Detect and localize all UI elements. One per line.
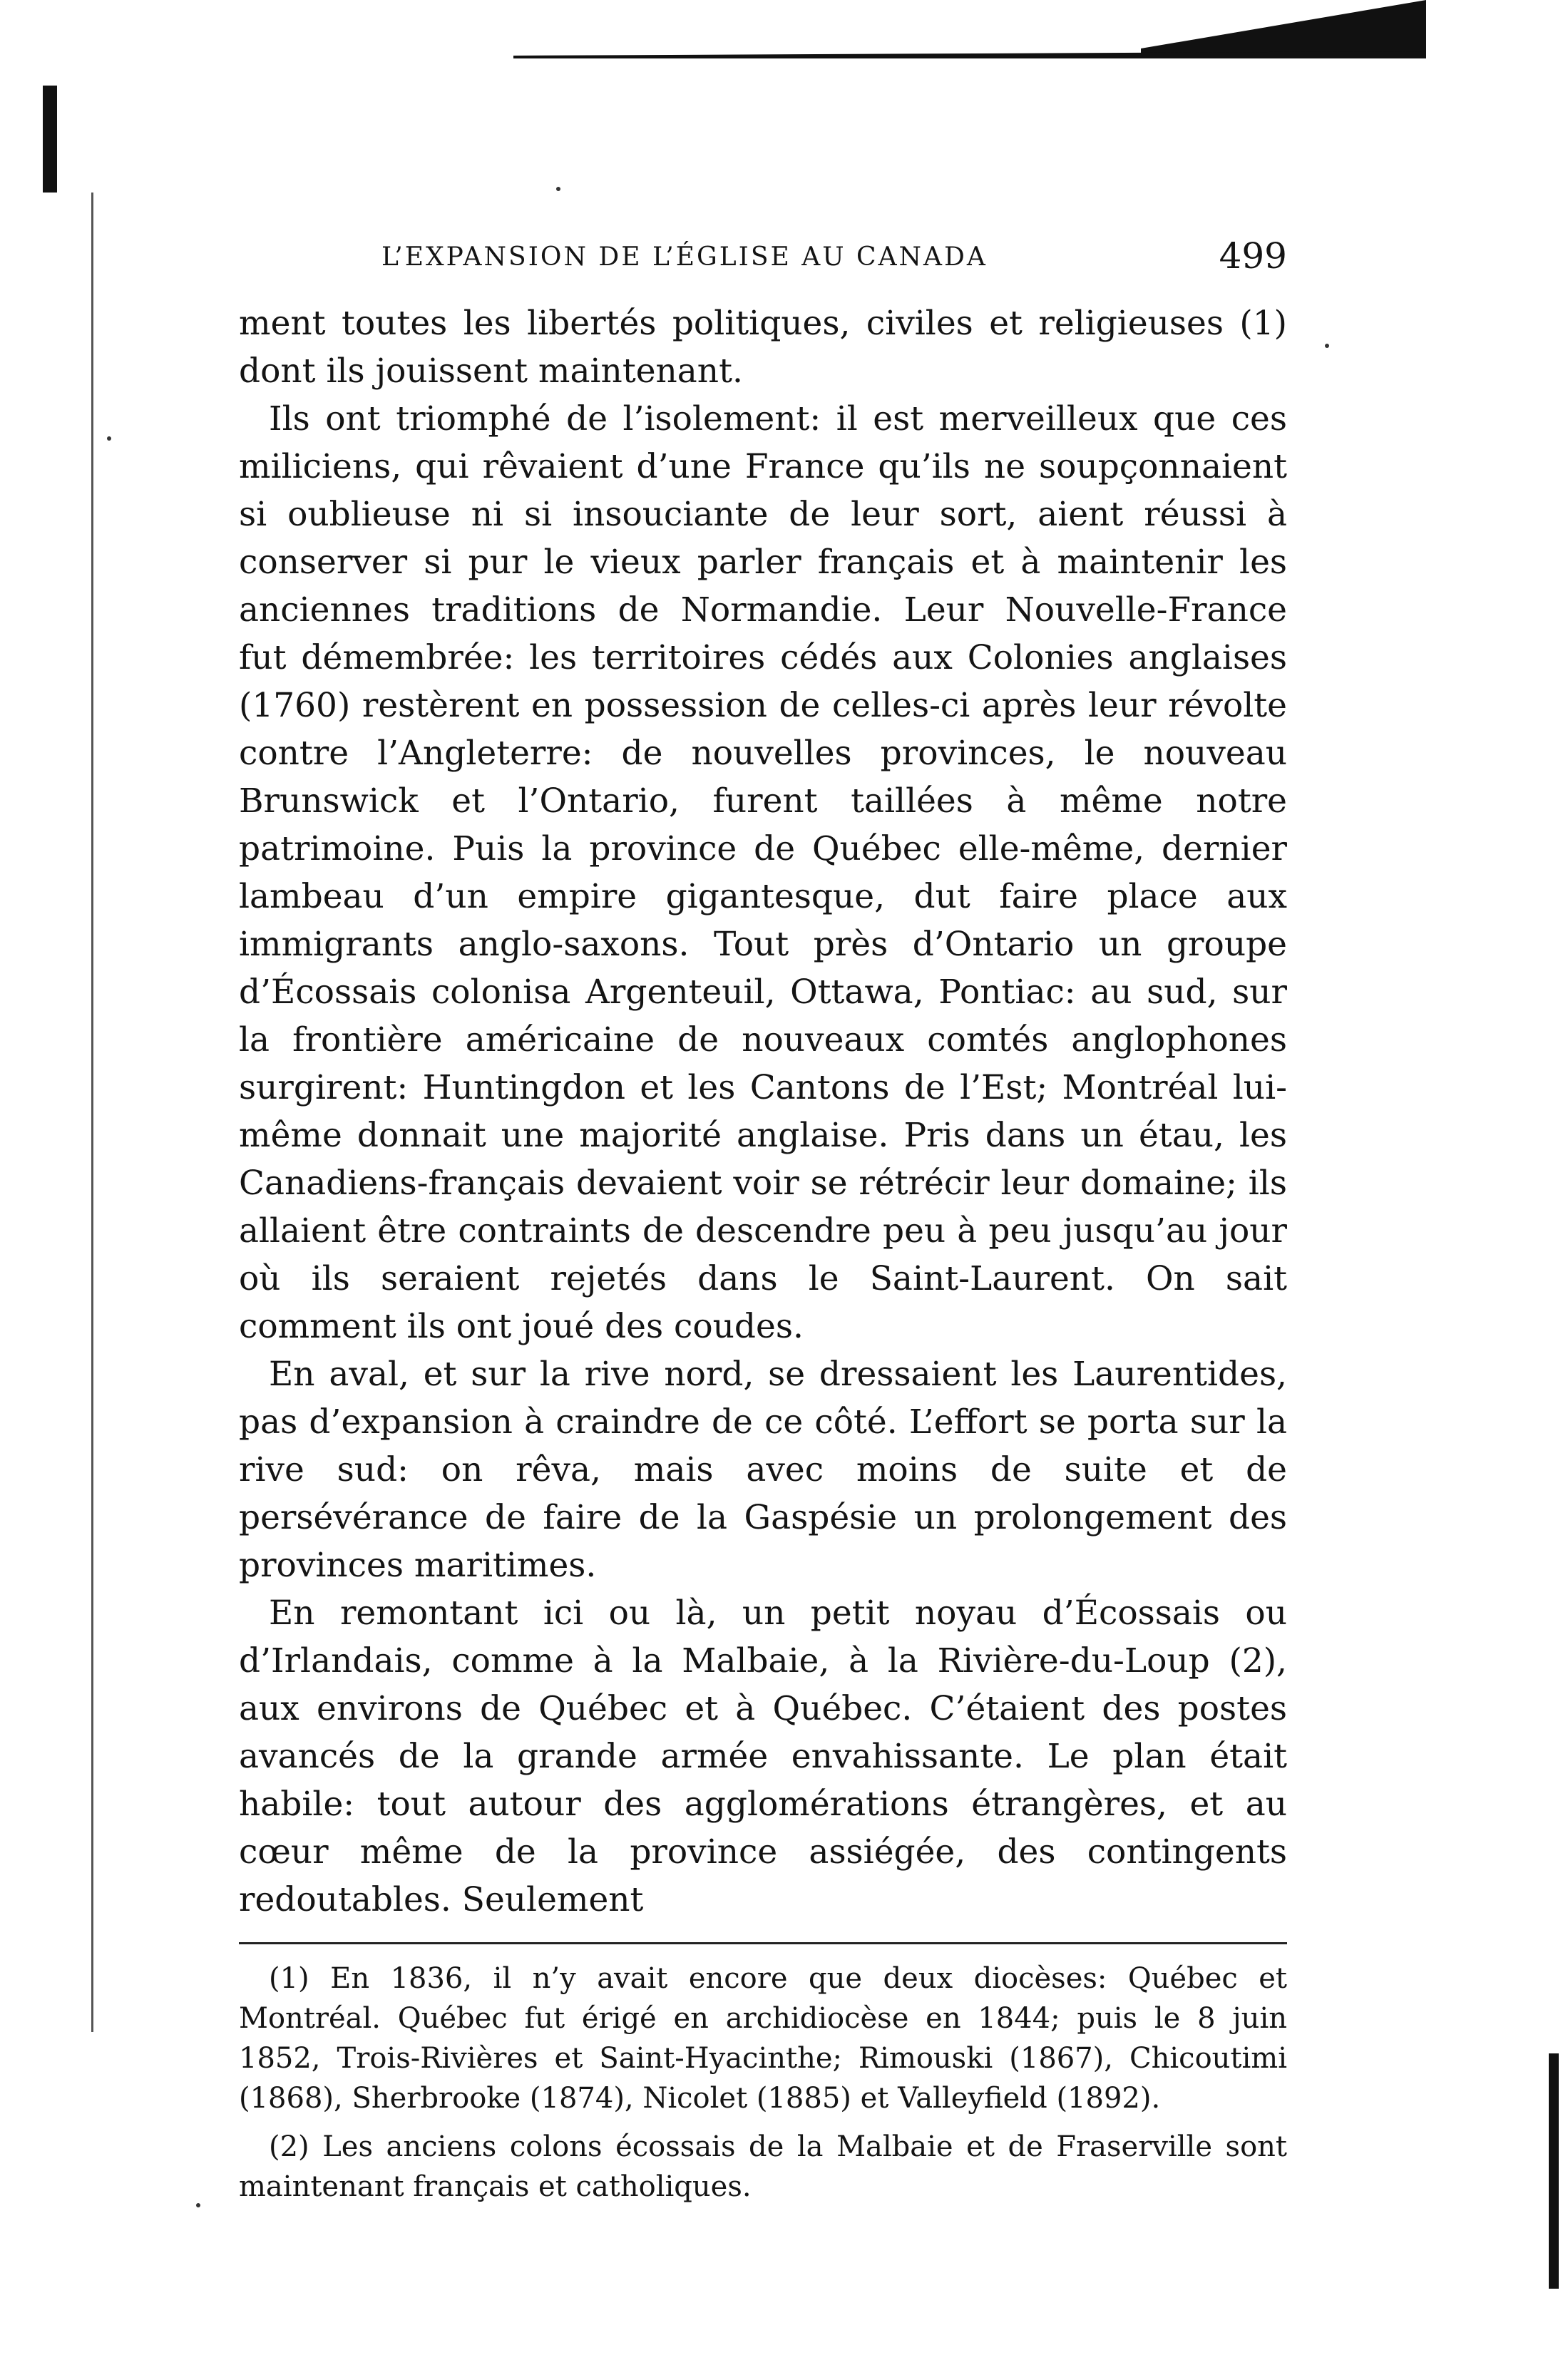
scan-artifact-dot bbox=[556, 187, 560, 191]
page-number: 499 bbox=[1219, 235, 1287, 277]
running-title: L’EXPANSION DE L’ÉGLISE AU CANADA bbox=[381, 242, 988, 272]
scan-artifact-left-rule bbox=[91, 193, 93, 2032]
paragraph: ment toutes les libertés politiques, civiles et religieuses (1) dont ils jouissent maintenant. bbox=[239, 304, 1287, 391]
footnote: (2) Les anciens colons écossais de la Malbaie et de Fraserville sont maintenant français et catholiques. bbox=[239, 2130, 1287, 2203]
book-page bbox=[239, 214, 1287, 2215]
scan-artifact-top-bar bbox=[1141, 0, 1426, 57]
paragraph: En remontant ici ou là, un petit noyau d’Écossais ou d’Irlandais, comme à la Malbaie, à la Rivière-du-Loup (2), aux environs de Québec et à Québec. C’étaient des postes avancés de la grande armée envahissante. Le plan était habile: tout autour des agglomérations étrangères, et au cœur même de la province assiégée, des contingents redoutables. Seulement bbox=[239, 1594, 1287, 1919]
scan-artifact-top-line bbox=[513, 51, 1426, 58]
scan-artifact-dot bbox=[196, 2203, 200, 2207]
paragraph: En aval, et sur la rive nord, se dressaient les Laurentides, pas d’expansion à craindre de ce côté. L’effort se porta sur la rive sud: on rêva, mais avec moins de suite et de persévérance de faire de la Gaspésie un prolongement des provinces maritimes. bbox=[239, 1355, 1287, 1585]
scan-artifact-right-bar bbox=[1549, 2053, 1559, 2289]
scan-artifact-dot bbox=[107, 436, 111, 441]
scan-artifact-dot bbox=[1325, 344, 1329, 348]
footnotes bbox=[239, 1959, 1287, 2207]
footnote-divider bbox=[239, 1942, 1287, 1944]
footnote: (1) En 1836, il n’y avait encore que deux diocèses: Québec et Montréal. Québec fut érigé en archidiocèse en 1844; puis le 8 juin 1852, Trois-Rivières et Saint-Hyacinthe; Rimouski (1867), Chicoutimi (1868), Sherbrooke (1874), Nicolet (1885) et Valleyfield (1892). bbox=[239, 1962, 1287, 2115]
body-text bbox=[239, 299, 1287, 1924]
running-head bbox=[239, 214, 1287, 299]
scan-artifact-left-bar bbox=[43, 86, 57, 193]
paragraph: Ils ont triomphé de l’isolement: il est merveilleux que ces miliciens, qui rêvaient d’une France qu’ils ne soupçonnaient si oublieuse ni si insouciante de leur sort, aient réussi à conserver si pur le vieux parler français et à maintenir les anciennes traditions de Normandie. Leur Nouvelle-France fut démembrée: les territoires cédés aux Colonies anglaises (1760) restèrent en possession de celles-ci après leur révolte contre l’Angleterre: de nouvelles provinces, le nouveau Brunswick et l’Ontario, furent taillées à même notre patrimoine. Puis la province de Québec elle-même, dernier lambeau d’un empire gigantesque, dut faire place aux immigrants anglo-saxons. Tout près d’Ontario un groupe d’Écossais colonisa Argenteuil, Ottawa, Pontiac: au sud, sur la frontière américaine de nouveaux comtés anglophones surgirent: Huntingdon et les Cantons de l’Est; Montréal lui-même donnait une majorité anglaise. Pris dans un étau, les Canadiens-français devaient voir se rétrécir leur domaine; ils allaient être contraints de descendre peu à peu jusqu’au jour où ils seraient rejetés dans le Saint-Laurent. On sait comment ils ont joué des coudes. bbox=[239, 399, 1287, 1346]
